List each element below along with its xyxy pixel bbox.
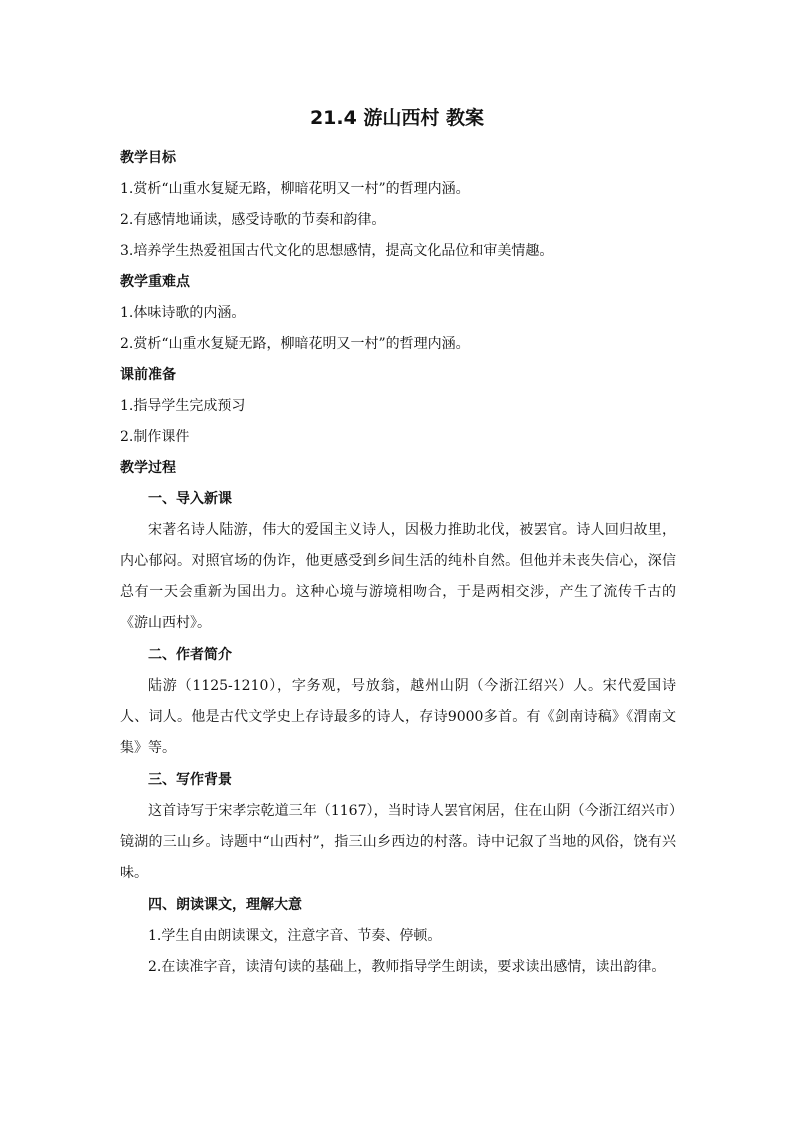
prep-item: 1.指导学生完成预习 [120, 398, 246, 414]
section-paragraph-intro: 宋著名诗人陆游，伟大的爱国主义诗人，因极力推助北伐，被罢官。诗人回归故里，内心郁闷。对照官场的伪诈，他更感受到乡间生活的纯朴自然。但他并未丧失信心，深信总有一天会重新为国出力。这种心境与游境相吻合，于是两相交涉，产生了流传千古的《游山西村》。 [120, 522, 676, 631]
goal-item: 3.培养学生热爱祖国古代文化的思想感情，提高文化品位和审美情趣。 [120, 243, 554, 259]
key-points-heading: 教学重难点 [120, 274, 190, 290]
section-heading-intro: 一、导入新课 [148, 491, 232, 507]
section-paragraph-author: 陆游（1125-1210），字务观，号放翁，越州山阴（今浙江绍兴）人。宋代爱国诗人、词人。他是古代文学史上存诗最多的诗人，存诗9000多首。有《剑南诗稿》《渭南文集》等。 [120, 678, 676, 756]
prep-heading: 课前准备 [120, 367, 176, 383]
goals-heading: 教学目标 [120, 150, 176, 166]
key-point-item: 1.体味诗歌的内涵。 [120, 305, 246, 321]
reading-item: 1.学生自由朗读课文，注意字音、节奏、停顿。 [148, 928, 442, 944]
goal-item: 2.有感情地诵读，感受诗歌的节奏和韵律。 [120, 212, 386, 228]
section-heading-background: 三、写作背景 [148, 772, 232, 788]
prep-item: 2.制作课件 [120, 429, 190, 445]
section-heading-reading: 四、朗读课文，理解大意 [148, 897, 302, 913]
section-heading-author: 二、作者简介 [148, 647, 232, 663]
reading-item: 2.在读准字音，读清句读的基础上，教师指导学生朗读，要求读出感情，读出韵律。 [148, 959, 666, 975]
page-title: 21.4 游山西村 教案 [309, 107, 485, 129]
goal-item: 1.赏析“山重水复疑无路，柳暗花明又一村”的哲理内涵。 [120, 181, 470, 197]
key-point-item: 2.赏析“山重水复疑无路，柳暗花明又一村”的哲理内涵。 [120, 336, 470, 352]
section-paragraph-background: 这首诗写于宋孝宗乾道三年（1167），当时诗人罢官闲居，住在山阴（今浙江绍兴市）镜湖的三山乡。诗题中“山西村”，指三山乡西边的村落。诗中记叙了当地的风俗，饶有兴味。 [120, 803, 676, 881]
process-heading: 教学过程 [120, 460, 176, 476]
